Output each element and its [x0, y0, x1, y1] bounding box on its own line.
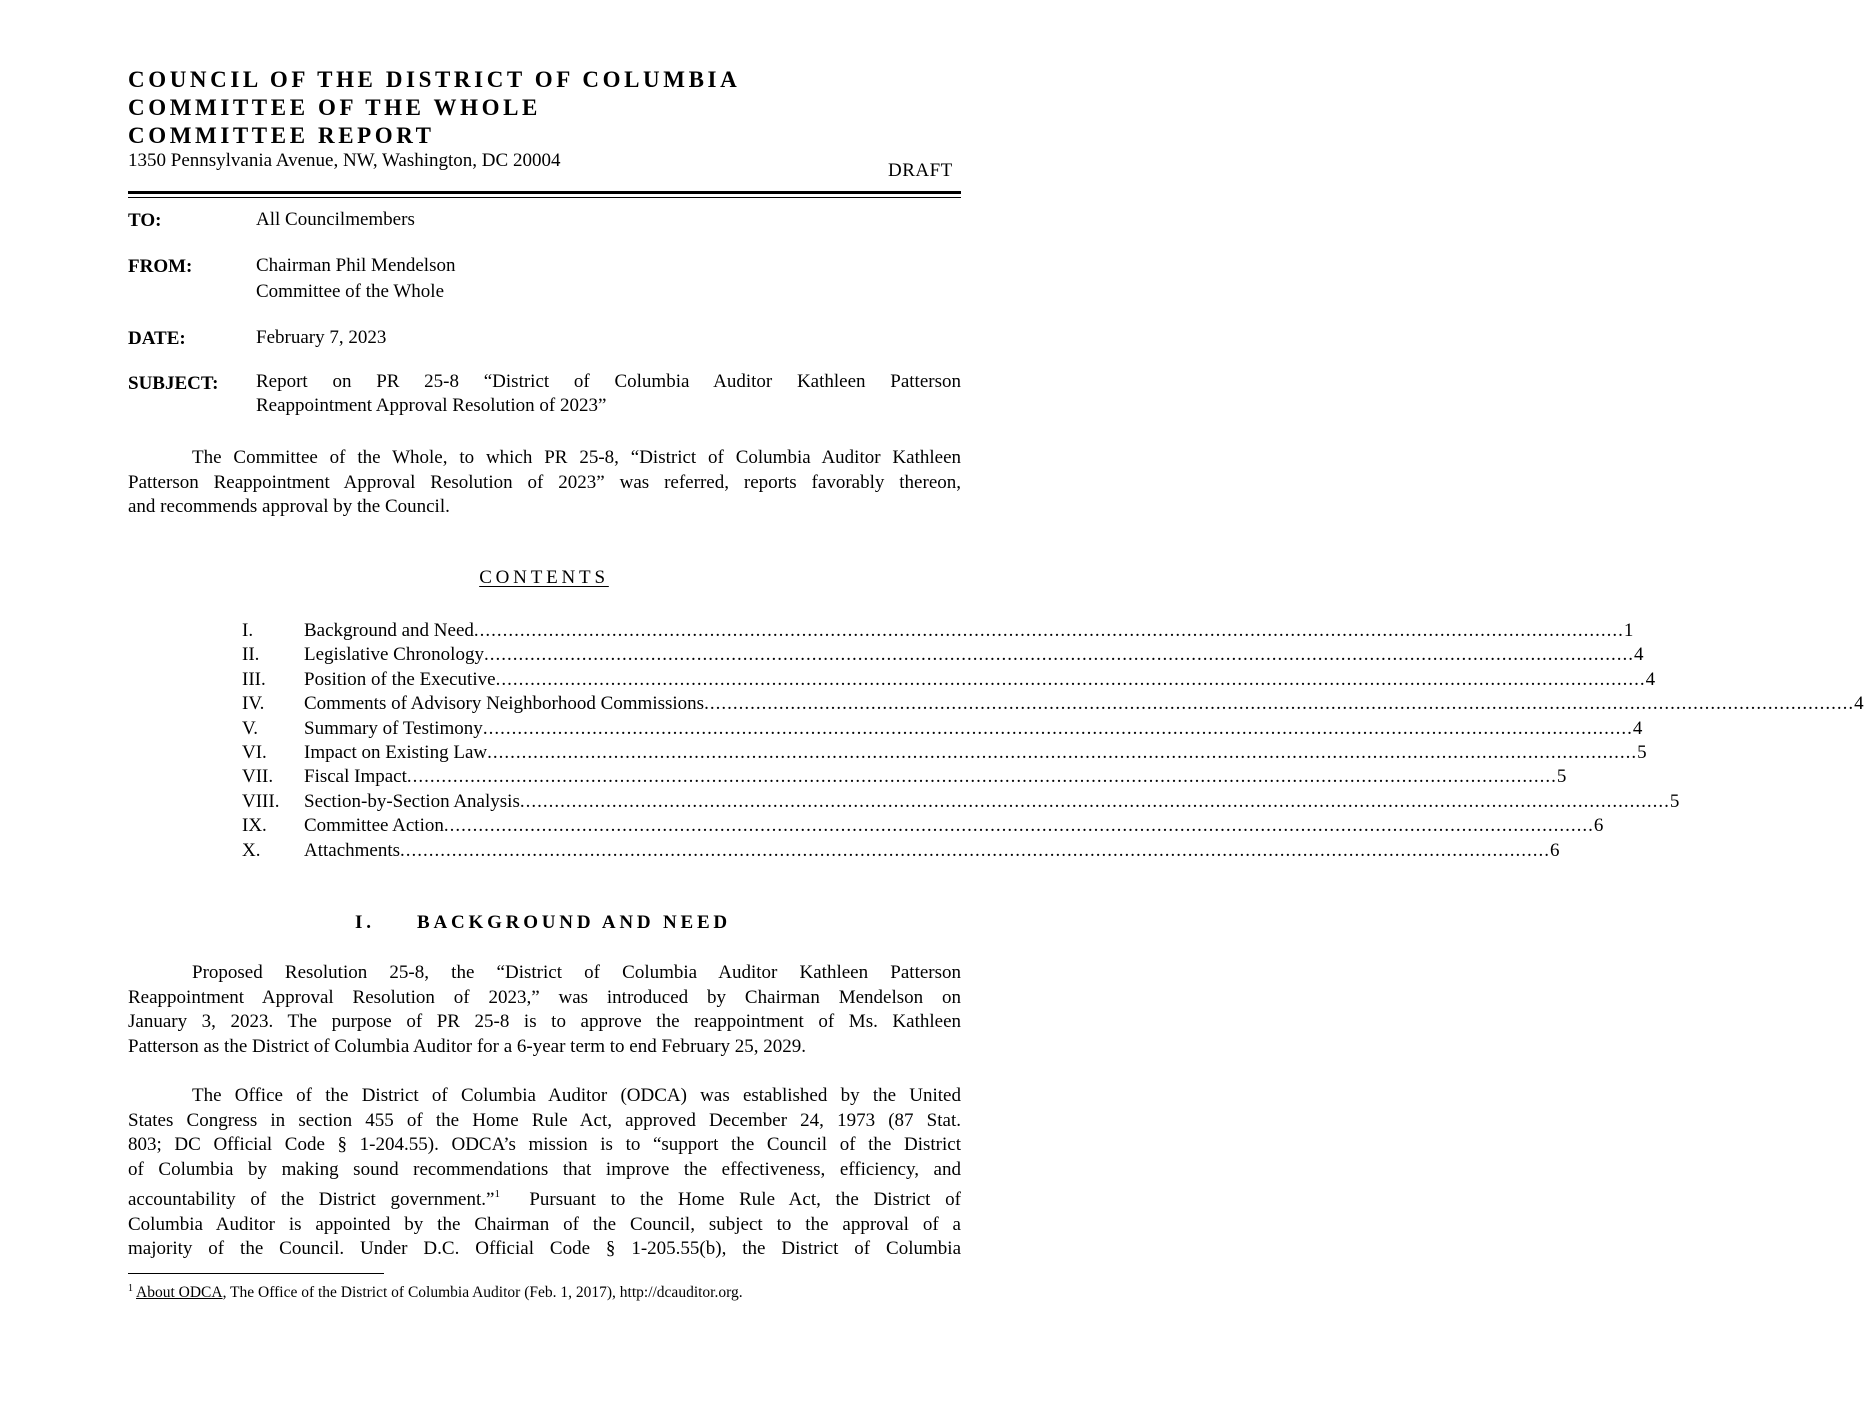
paragraph-line-with-footnote — [128, 1182, 961, 1213]
toc-entry-number: V. — [242, 717, 259, 739]
toc-entry-title: Section-by-Section Analysis — [304, 790, 520, 812]
toc-entry-page: 4 — [1854, 693, 1864, 715]
toc-entry-title: Attachments — [304, 839, 401, 861]
toc-entry-page: 5 — [1556, 766, 1567, 788]
toc-leader-dots: ........................................................................................................................................................................................................ — [483, 644, 1634, 666]
toc-entry-title: Summary of Testimony — [304, 717, 483, 739]
toc-entry-number: VIII. — [242, 790, 280, 812]
to-label: TO: — [128, 210, 162, 231]
toc-entry-title: Committee Action — [304, 815, 444, 837]
toc-entry[interactable] — [242, 643, 1644, 667]
footnote-reference[interactable]: 1 — [494, 1188, 500, 1200]
intro-line: and recommends approval by the Council. — [128, 496, 450, 517]
toc-entry[interactable] — [242, 765, 1567, 789]
date-value: February 7, 2023 — [256, 327, 387, 348]
toc-entry-page: 4 — [1645, 668, 1656, 690]
footnote-separator — [128, 1273, 384, 1274]
council-address: 1350 Pennsylvania Avenue, NW, Washington, DC 20004 — [128, 150, 561, 171]
toc-entry-number: IV. — [242, 693, 265, 715]
toc-leader-dots: ........................................................................................................................................................................................................ — [519, 790, 1670, 812]
subject-line2: Reappointment Approval Resolution of 2023” — [256, 395, 607, 416]
toc-entry[interactable] — [242, 814, 1604, 838]
toc-entry-number: X. — [242, 839, 261, 861]
toc-entry-page: 4 — [1633, 644, 1644, 666]
toc-leader-dots: ........................................................................................................................................................................................................ — [487, 741, 1638, 763]
toc-entry[interactable] — [242, 790, 1680, 814]
toc-leader-dots: ........................................................................................................................................................................................................ — [495, 668, 1646, 690]
paragraph-line: The Office of the District of Columbia Auditor (ODCA) was established by the United — [192, 1085, 961, 1106]
toc-entry-page: 5 — [1637, 741, 1647, 763]
toc-entry-line — [304, 741, 1647, 765]
toc-entry-page: 1 — [1623, 620, 1634, 641]
toc-entry-line — [304, 765, 1567, 789]
toc-entry[interactable] — [242, 741, 1647, 765]
toc-entry-number: II. — [242, 644, 260, 666]
toc-entry-line — [304, 619, 1634, 643]
toc-entry-page: 5 — [1669, 790, 1680, 812]
toc-entry-title: Legislative Chronology — [304, 644, 484, 666]
from-label: FROM: — [128, 256, 193, 277]
subject-line1: Report on PR 25-8 “District of Columbia Auditor Kathleen Patterson — [256, 371, 961, 392]
toc-leader-dots: ........................................................................................................................................................................................................ — [482, 717, 1633, 739]
toc-entry-number: VI. — [242, 741, 267, 763]
footnote-marker: 1 — [128, 1283, 133, 1294]
subject-value — [256, 370, 961, 418]
section-title: BACKGROUND AND NEED — [417, 912, 731, 933]
toc-entry-number: IX. — [242, 815, 267, 837]
toc-entry-title: Background and Need — [304, 620, 474, 641]
from-value-line1: Chairman Phil Mendelson — [256, 255, 456, 276]
background-paragraph-1 — [128, 961, 961, 1059]
toc-entry-title: Position of the Executive — [304, 668, 496, 690]
footnote-link-text[interactable]: About ODCA — [136, 1284, 223, 1301]
toc-entry-page: 4 — [1632, 717, 1643, 739]
toc-entry[interactable] — [242, 692, 1864, 716]
toc-leader-dots: ........................................................................................................................................................................................................ — [473, 620, 1624, 641]
paragraph-line: 803; DC Official Code § 1-204.55). ODCA’s mission is to “support the Council of the District — [128, 1134, 961, 1155]
toc-entry-page: 6 — [1593, 815, 1604, 837]
toc-leader-dots: ........................................................................................................................................................................................................ — [704, 693, 1855, 715]
header-rule-thin — [128, 197, 961, 198]
toc-entry[interactable] — [242, 717, 1643, 741]
background-paragraph-2 — [128, 1084, 961, 1262]
paragraph-line: Reappointment Approval Resolution of 2023,” was introduced by Chairman Mendelson on — [128, 986, 961, 1008]
report-type-heading: COMMITTEE REPORT — [128, 123, 435, 148]
paragraph-line: Proposed Resolution 25-8, the “District of Columbia Auditor Kathleen Patterson — [192, 962, 961, 983]
header-rule-thick — [128, 191, 961, 194]
paragraph-line: Patterson as the District of Columbia Auditor for a 6-year term to end February 25, 2029. — [128, 1035, 807, 1057]
to-value: All Councilmembers — [256, 209, 415, 230]
paragraph-line: Columbia Auditor is appointed by the Chairman of the Council, subject to the approval of a — [128, 1213, 961, 1235]
contents-title-text: CONTENTS — [479, 567, 609, 588]
council-name-heading: COUNCIL OF THE DISTRICT OF COLUMBIA — [128, 67, 741, 92]
table-of-contents — [242, 619, 1864, 863]
toc-entry-title: Fiscal Impact — [304, 766, 407, 788]
toc-entry-title: Comments of Advisory Neighborhood Commissions — [304, 693, 705, 715]
toc-leader-dots: ........................................................................................................................................................................................................ — [443, 815, 1594, 837]
intro-line: Patterson Reappointment Approval Resolution of 2023” was referred, reports favorably thereon, — [128, 471, 961, 493]
toc-entry[interactable] — [242, 668, 1656, 692]
subject-label: SUBJECT: — [128, 373, 219, 394]
paragraph-line: January 3, 2023. The purpose of PR 25-8 is to approve the reappointment of Ms. Kathleen — [128, 1011, 961, 1032]
toc-entry-line — [304, 717, 1643, 741]
intro-paragraph — [128, 446, 961, 520]
toc-entry-line — [304, 839, 1560, 863]
toc-entry-page: 6 — [1550, 839, 1560, 861]
footnote-text: , The Office of the District of Columbia Auditor (Feb. 1, 2017), http://dcauditor.org. — [222, 1284, 743, 1301]
date-label: DATE: — [128, 328, 186, 349]
toc-entry-number: I. — [242, 620, 254, 641]
paragraph-line: majority of the Council. Under D.C. Official Code § 1-205.55(b), the District of Columbia — [128, 1238, 961, 1259]
toc-entry-line — [304, 692, 1864, 716]
toc-entry[interactable] — [242, 839, 1560, 863]
draft-label: DRAFT — [888, 160, 953, 181]
paragraph-line: States Congress in section 455 of the Home Rule Act, approved December 24, 1973 (87 Stat. — [128, 1109, 961, 1131]
paragraph-text: Pursuant to the Home Rule Act, the District of — [499, 1189, 961, 1210]
footnote — [128, 1283, 743, 1302]
toc-entry-line — [304, 790, 1680, 814]
toc-leader-dots: ........................................................................................................................................................................................................ — [400, 839, 1551, 861]
section-number: I. — [355, 912, 375, 933]
toc-entry-line — [304, 643, 1644, 667]
toc-entry-line — [304, 668, 1656, 692]
committee-name-heading: COMMITTEE OF THE WHOLE — [128, 95, 541, 120]
toc-entry-number: VII. — [242, 766, 274, 788]
contents-title — [0, 567, 1088, 589]
from-value-line2: Committee of the Whole — [256, 281, 445, 302]
toc-leader-dots: ........................................................................................................................................................................................................ — [406, 766, 1557, 788]
paragraph-text: accountability of the District government.” — [128, 1189, 495, 1210]
paragraph-line: of Columbia by making sound recommendations that improve the effectiveness, efficiency, and — [128, 1158, 961, 1180]
toc-entry[interactable] — [242, 619, 1634, 643]
toc-entry-line — [304, 814, 1604, 838]
toc-entry-number: III. — [242, 668, 266, 690]
toc-entry-title: Impact on Existing Law — [304, 741, 488, 763]
intro-line: The Committee of the Whole, to which PR 25-8, “District of Columbia Auditor Kathleen — [192, 447, 961, 468]
